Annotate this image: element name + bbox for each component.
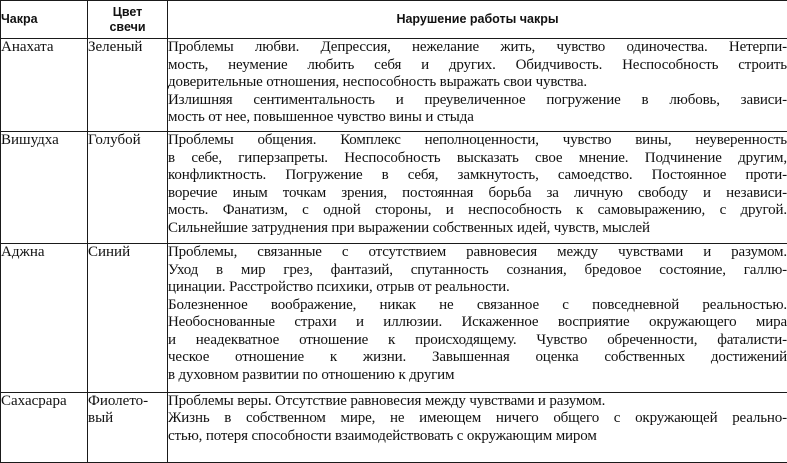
description-line: Жизнь в собственном мире, не имеющем ничего общего с окружающей реально- [168, 410, 787, 427]
description-line: Проблемы веры. Отсутствие равновесия между чувствами и разумом. [168, 392, 606, 409]
chakra-name-cell: Аджна [1, 244, 88, 392]
disorder-description-cell [168, 132, 787, 244]
description-line: Проблемы любви. Депрессия, нежелание жить, чувство одиночества. Нетерпи- [168, 39, 787, 55]
description-line: в себе, гиперзапреты. Неспособность высказать свое мнение. Подчинение другим, [168, 149, 787, 166]
header-candle-color [88, 1, 168, 39]
table-row-vishuddha [1, 132, 787, 244]
description-line: ческое отношение к жизни. Завышенная оценка собственных достижений [168, 349, 787, 366]
description-line: Проблемы общения. Комплекс неполноценности, чувство вины, неуверенность [168, 132, 787, 149]
disorder-description-cell [168, 39, 787, 132]
description-line: цинации. Расстройство психики, отрыв от реальности. [168, 279, 510, 296]
description-line: Необоснованные страхи и иллюзии. Искаженное восприятие окружающего мира [168, 314, 787, 331]
table-row-ajna [1, 244, 787, 392]
description-line: стью, потеря способности взаимодействовать с окружающим миром [168, 427, 597, 444]
header-disorder: Нарушение работы чакры [168, 1, 787, 39]
description-line: Уход в мир грез, фантазий, спутанность сознания, бредовое состояние, галлю- [168, 261, 787, 278]
table-row-anahata [1, 39, 787, 132]
chakra-name-cell: Сахасрара [1, 392, 88, 462]
candle-color-cell: Зеленый [88, 39, 168, 132]
table-row-sahasrara [1, 392, 787, 462]
disorder-description-cell [168, 392, 787, 462]
description-line: мость от нее, повышенное чувство вины и стыда [168, 109, 474, 125]
header-candle-color-text: Цвет свечи [109, 4, 146, 34]
description-line: доверительные отношения, неспособность выражать свои чувства. [168, 74, 587, 90]
description-line: воречие иным точкам зрения, постоянная борьба за личную свободу и независи- [168, 184, 787, 201]
description-line: и неадекватное отношение к происходящему. Чувство обреченности, фаталисти- [168, 331, 787, 348]
description-line: мость, неумение любить себя и других. Обидчивость. Неспособность строить [168, 56, 787, 73]
header-chakra: Чакра [1, 1, 88, 39]
description-line: конфликтность. Погружение в себя, замкнутость, самоедство. Постоянное проти- [168, 167, 787, 184]
description-line: Проблемы, связанные с отсутствием равновесия между чувствами и разумом. [168, 244, 787, 261]
description-line: Болезненное воображение, никак не связанное с повседневной реальностью. [168, 296, 787, 313]
candle-color-cell: Фиолето- вый [88, 392, 168, 462]
description-line: Сильнейшие затруднения при выражении собственных идей, чувств, мыслей [168, 219, 650, 236]
chakra-name-cell: Вишудха [1, 132, 88, 244]
candle-color-cell: Голубой [88, 132, 168, 244]
table-header-row [1, 1, 787, 39]
chakra-name-cell: Анахата [1, 39, 88, 132]
candle-color-cell: Синий [88, 244, 168, 392]
description-line: Излишняя сентиментальность и преувеличенное погружение в любовь, зависи- [168, 91, 787, 108]
description-line: мость. Фанатизм, с одной стороны, и неспособность к самовыражению, с другой. [168, 202, 787, 219]
disorder-description-cell [168, 244, 787, 392]
description-line: в духовном развитии по отношению к другим [168, 366, 455, 383]
